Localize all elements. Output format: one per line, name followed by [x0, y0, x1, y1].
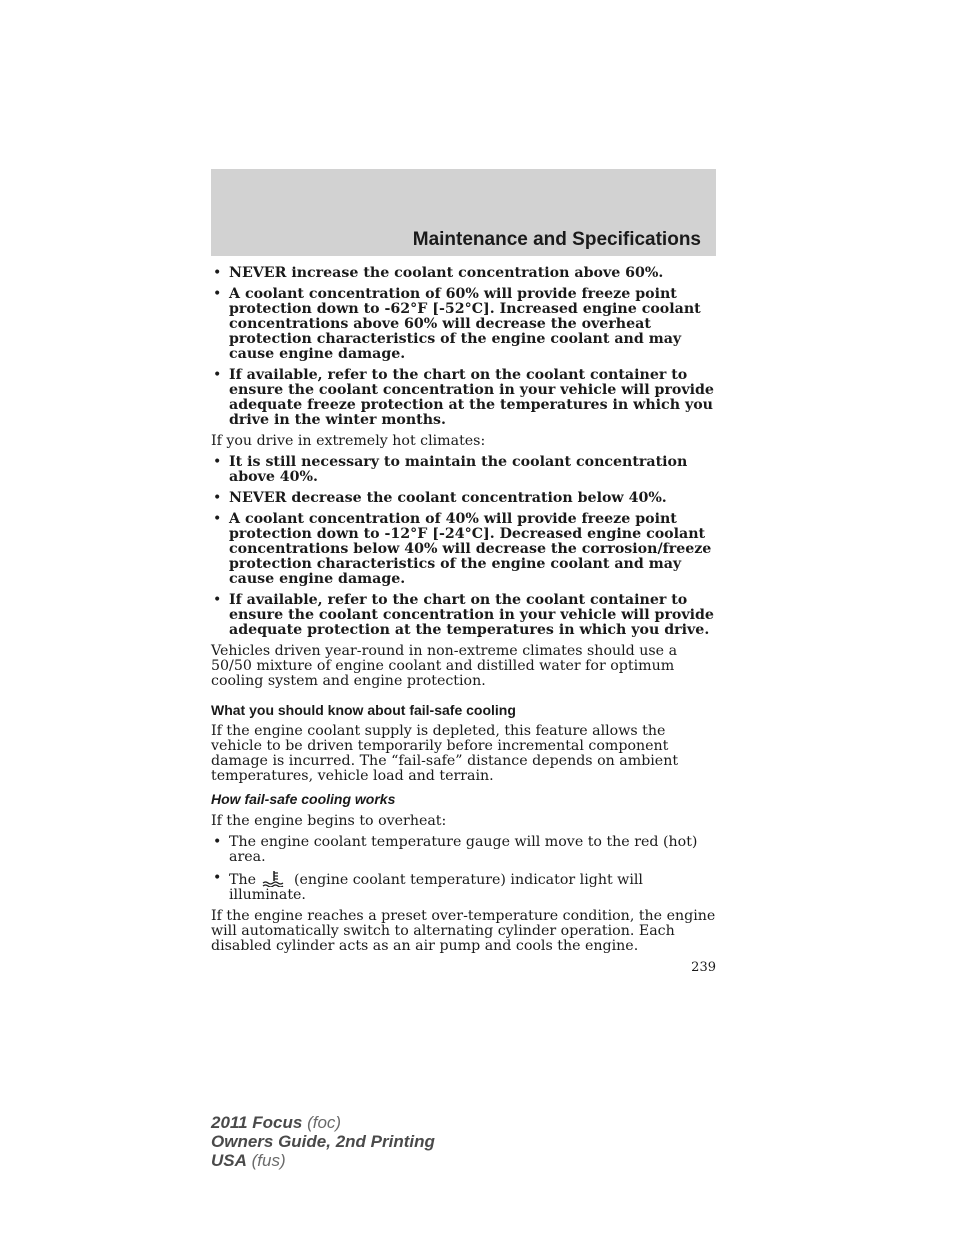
- list-item: • NEVER decrease the coolant concentration below 40%.: [213, 490, 667, 506]
- section-title: Maintenance and Specifications: [412, 229, 701, 250]
- footer-model-code: (foc): [307, 1113, 342, 1132]
- overheat-intro: If the engine begins to overheat:: [211, 813, 447, 829]
- bullet-list-cold: [211, 266, 716, 428]
- footer-model: 2011 Focus: [211, 1113, 303, 1132]
- bullet-list-overheat: [211, 835, 716, 903]
- footer-edition: Owners Guide, 2nd Printing: [211, 1132, 435, 1151]
- failsafe-heading: What you should know about fail-safe cooling: [211, 702, 516, 718]
- page-number: 239: [691, 960, 716, 975]
- list-item: • NEVER increase the coolant concentration above 60%.: [213, 265, 664, 281]
- list-item: • If available, refer to the chart on the coolant container to ensure the coolant concentration in your vehicle will provide adequate freeze protection at the temperatures in which you drive in the winter months.: [213, 367, 714, 428]
- footer-market-code: (fus): [251, 1151, 286, 1170]
- list-item: • It is still necessary to maintain the coolant concentration above 40%.: [213, 454, 688, 485]
- section-header-band: [211, 169, 716, 256]
- year-round-paragraph: Vehicles driven year-round in non-extreme climates should use a 50/50 mixture of engine coolant and distilled water for optimum cooling system and engine protection.: [211, 643, 678, 689]
- final-paragraph: If the engine reaches a preset over-temperature condition, the engine will automatically switch to alternating cylinder operation. Each disabled cylinder acts as an air pump and cools the engine.: [211, 908, 716, 954]
- bullet-list-hot: [211, 455, 716, 638]
- footer-market: USA: [211, 1151, 247, 1170]
- list-item: • The (engine coolant temperature) indicator light will illuminate.: [213, 870, 643, 903]
- list-item: • The engine coolant temperature gauge will move to the red (hot) area.: [213, 834, 698, 865]
- hot-climates-intro: If you drive in extremely hot climates:: [211, 433, 486, 449]
- page-content: [211, 266, 716, 960]
- list-item: • A coolant concentration of 40% will provide freeze point protection down to -12°F [-24°C]. Decreased engine coolant concentrations below 40% will decrease the corrosion/freeze protection characteristics of the engine coolant and may cause engine damage.: [213, 511, 712, 587]
- how-failsafe-heading: How fail-safe cooling works: [211, 791, 396, 807]
- list-item: • If available, refer to the chart on the coolant container to ensure the coolant concentration in your vehicle will provide adequate protection at the temperatures in which you drive.: [213, 592, 714, 638]
- list-item: • A coolant concentration of 60% will provide freeze point protection down to -62°F [-52°C]. Increased engine coolant concentrations above 60% will decrease the overheat protection characteristics of the engine coolant and may cause engine damage.: [213, 286, 701, 362]
- footer-imprint: [211, 1113, 435, 1170]
- coolant-temperature-icon: [260, 871, 288, 887]
- failsafe-paragraph: If the engine coolant supply is depleted, this feature allows the vehicle to be driven temporarily before incremental component damage is incurred. The “fail-safe” distance depends on ambient temperatures, vehicle load and terrain.: [211, 723, 679, 784]
